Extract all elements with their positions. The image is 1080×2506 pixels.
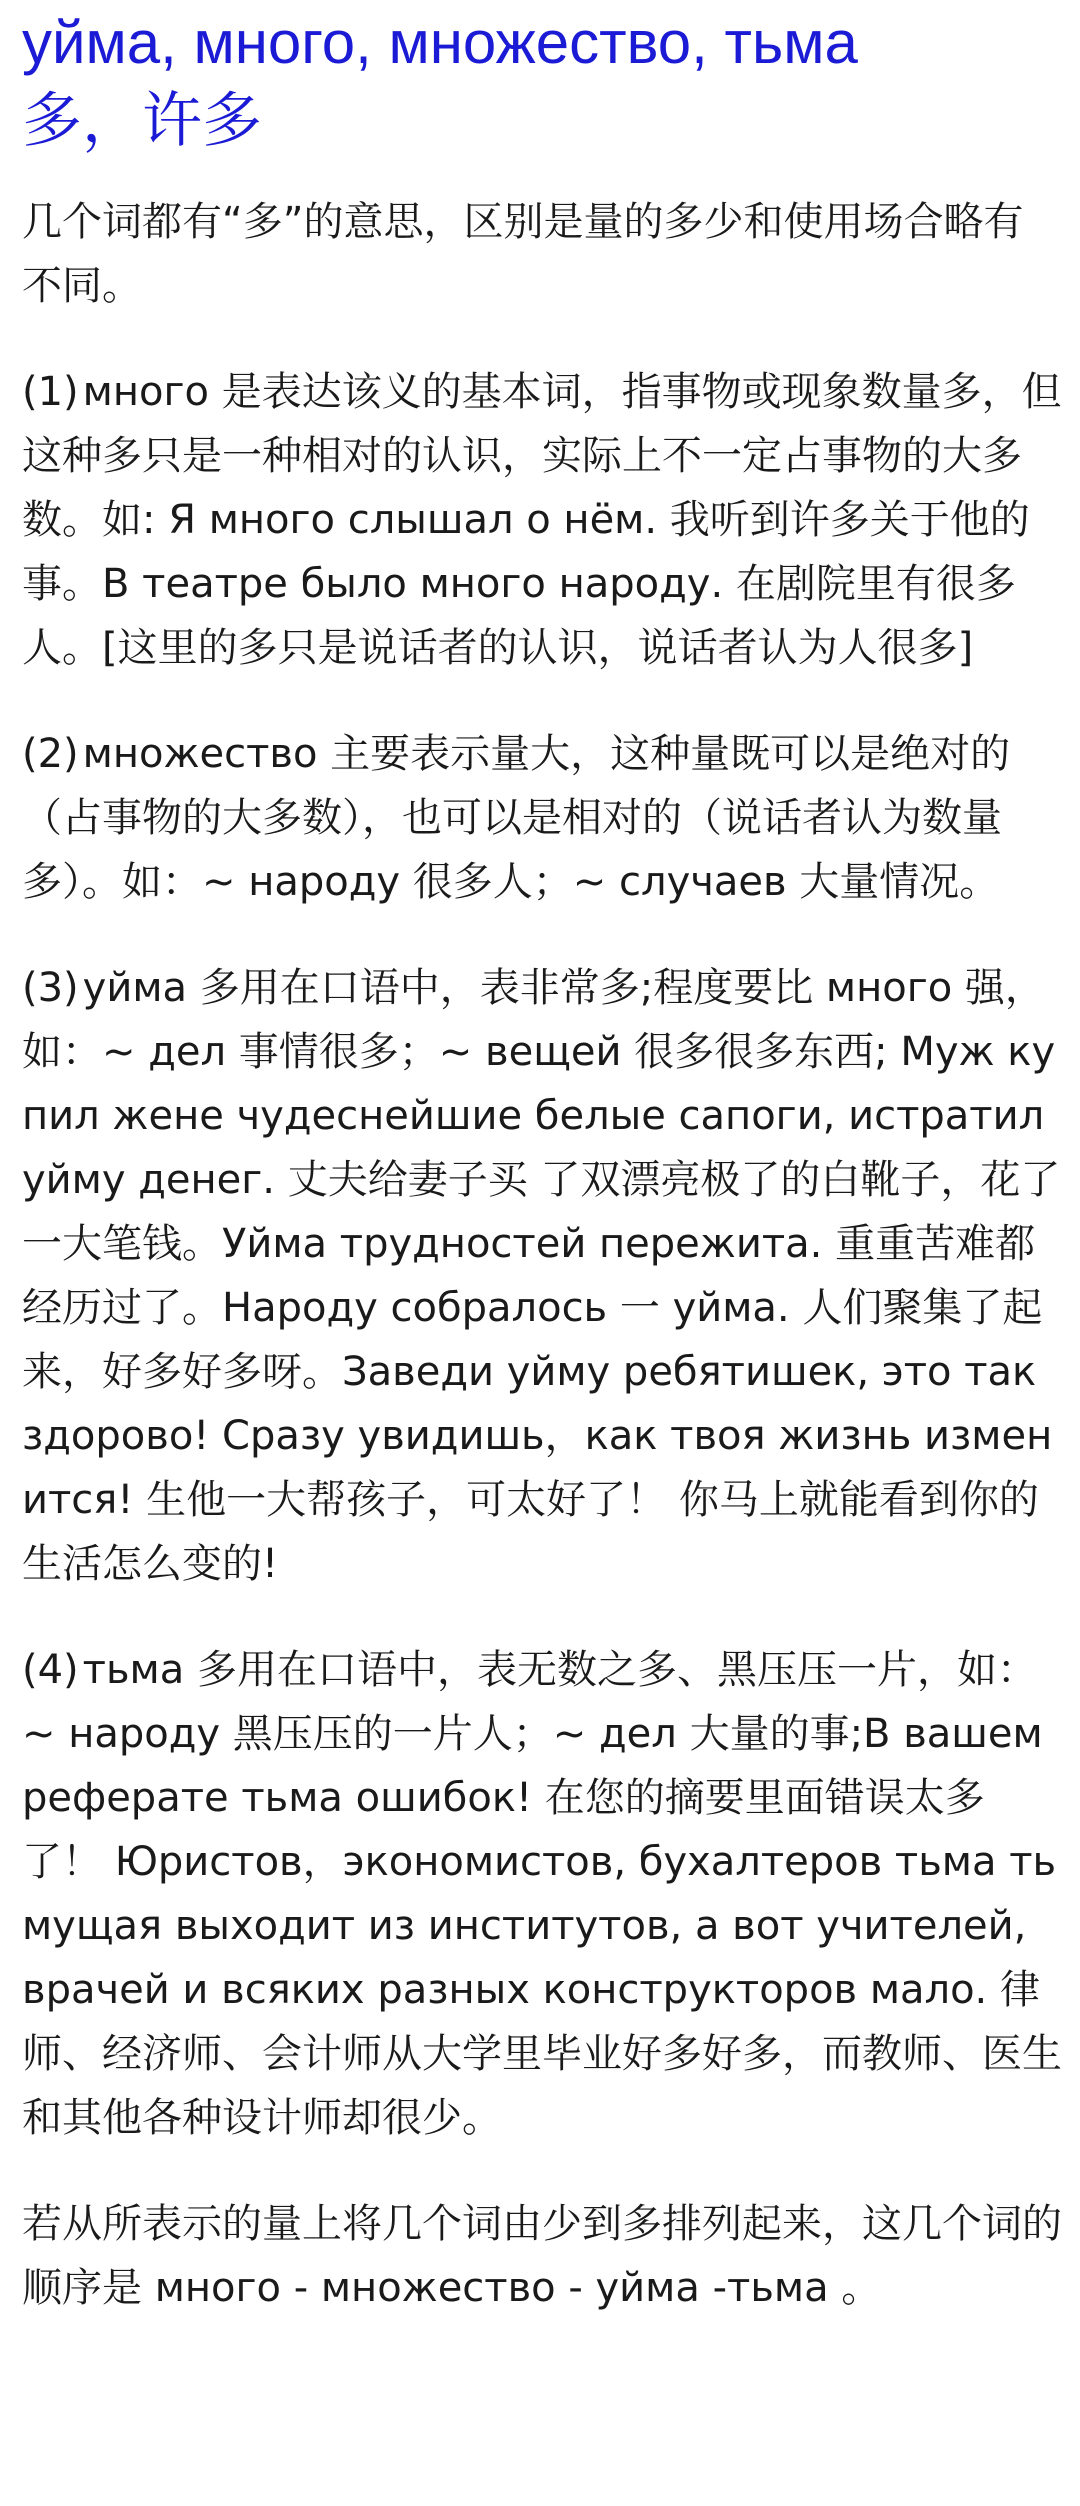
page-title (22, 0, 1062, 160)
title-russian-words: уйма, много, множество, тьма (22, 9, 858, 76)
item-number: (1) (22, 369, 79, 415)
article (22, 0, 1062, 2320)
item-text: много 是表达该义的基本词，指事物或现象数量多，但这种多只是一种相对的认识，实际上不一定占事物的大多数。如: Я много слышал о нём. 我听到许多关于他的事。В театре было много народу. 在剧院里有很多人。[这里的多只是说话者的认识，说话者认为人很多] (22, 369, 1062, 671)
item-number: (4) (22, 1647, 79, 1693)
item-text: множество 主要表示量大，这种量既可以是绝对的（占事物的大多数），也可以是相对的（说话者认为数量多）。如：~ народу 很多人；~ случаев 大量情况。 (22, 731, 1011, 905)
conclusion-paragraph: 若从所表示的量上将几个词由少到多排列起来，这几个词的顺序是 много - множество - уйма -тьма 。 (22, 2201, 1062, 2311)
title-chinese-meaning: 多，许多 (22, 87, 262, 154)
item-paragraph-3 (22, 956, 1062, 1596)
item-number: (2) (22, 731, 79, 777)
item-paragraph-4 (22, 1638, 1062, 2150)
item-text: тьма 多用在口语中，表无数之多、黑压压一片，如：~ народу 黑压压的一片人；~ дел 大量的事;В вашем реферате тьма ошибок! 在您的摘要里面错误太多了！ Юристов，экономистов, бухалтеров тьма тьмущая выходит из институтов, а вот учителей, врачей и всяких разных конструкторов мало. 律师、经济师、会计师从大学里毕业好多好多，而教师、医生和其他各种设计师却很少。 (22, 1647, 1062, 2141)
item-paragraph-2 (22, 722, 1062, 914)
intro-paragraph: 几个词都有“多”的意思，区别是量的多少和使用场合略有不同。 (22, 199, 1024, 309)
item-number: (3) (22, 965, 79, 1011)
item-text: уйма 多用在口语中，表非常多;程度要比 много 强，如：~ дел 事情很多；~ вещей 很多很多东西; Муж купил жене чудеснейшие белые сапоги, истратил уйму денег. 丈夫给妻子买 了双漂亮极了的白靴子，花了一大笔钱。Уйма трудностей пережита. 重重苦难都经历过了。Народу собралось 一 уйма. 人们聚集了起来，好多好多呀。Заведи уйму ребятишек, это так здорово! Сразу увидишь，как твоя жизнь изменится! 生他一大帮孩子，可太好了！ 你马上就能看到你的生活怎么变的! (22, 965, 1061, 1587)
item-paragraph-1 (22, 360, 1062, 680)
